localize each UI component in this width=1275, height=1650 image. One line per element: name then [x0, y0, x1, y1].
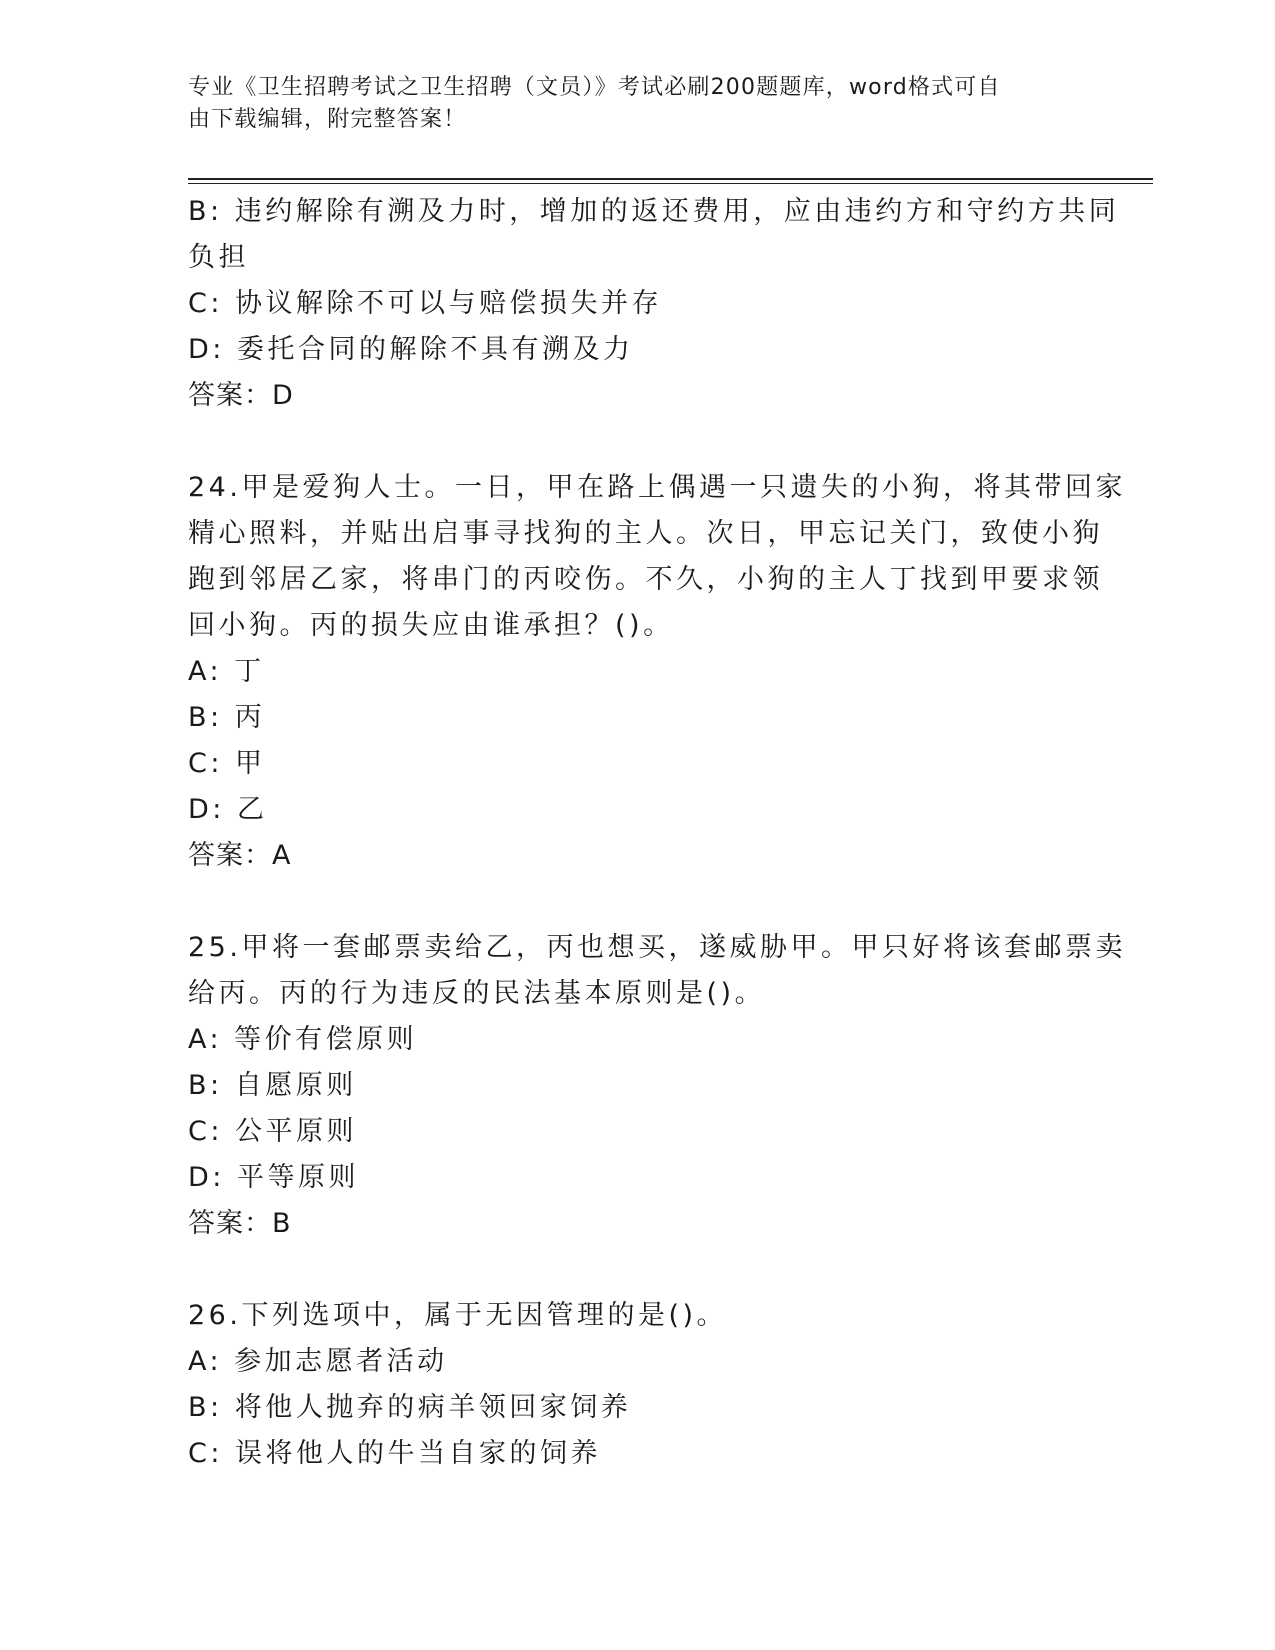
question-23	[188, 189, 1120, 419]
option-c: C: 公平原则	[188, 1116, 358, 1147]
question-stem-line: 回小狗。丙的损失应由谁承担？()。	[188, 610, 674, 641]
question-26	[188, 1293, 1088, 1477]
option-c: C: 协议解除不可以与赔偿损失并存	[188, 288, 663, 319]
question-stem-line: 精心照料，并贴出启事寻找狗的主人。次日，甲忘记关门，致使小狗	[188, 518, 1103, 549]
option-a: A: 丁	[188, 656, 265, 687]
option-b-line-2: 负担	[188, 242, 249, 273]
option-a: A: 等价有偿原则	[188, 1024, 418, 1055]
option-b: B: 丙	[188, 702, 266, 733]
answer-label: 答案：B	[188, 1208, 292, 1239]
option-d: D: 乙	[188, 794, 268, 825]
question-25	[188, 925, 1126, 1247]
option-b: B: 自愿原则	[188, 1070, 357, 1101]
option-b: B: 将他人抛弃的病羊领回家饲养	[188, 1392, 632, 1423]
question-stem-line: 跑到邻居乙家，将串门的丙咬伤。不久，小狗的主人丁找到甲要求领	[188, 564, 1103, 595]
option-a: A: 参加志愿者活动	[188, 1346, 448, 1377]
question-spacer	[188, 1247, 1088, 1293]
option-c: C: 误将他人的牛当自家的饲养	[188, 1438, 602, 1469]
question-24	[188, 465, 1126, 879]
question-content	[188, 189, 1126, 1477]
page-header	[188, 72, 1068, 136]
option-c: C: 甲	[188, 748, 266, 779]
question-stem-line: 25.甲将一套邮票卖给乙，丙也想买，遂威胁甲。甲只好将该套邮票卖	[188, 932, 1126, 963]
question-spacer	[188, 879, 1088, 925]
header-rule-thin	[188, 183, 1153, 184]
option-b-line-1: B: 违约解除有溯及力时，增加的返还费用，应由违约方和守约方共同	[188, 196, 1120, 227]
question-stem-line: 给丙。丙的行为违反的民法基本原则是()。	[188, 978, 766, 1009]
option-d: D: 委托合同的解除不具有溯及力	[188, 334, 634, 365]
header-line-1: 专业《卫生招聘考试之卫生招聘（文员）》考试必刷200题题库，word格式可自	[188, 75, 1001, 100]
question-stem-line: 24.甲是爱狗人士。一日，甲在路上偶遇一只遗失的小狗，将其带回家	[188, 472, 1126, 503]
header-line-2: 由下载编辑，附完整答案！	[188, 107, 467, 132]
answer-label: 答案：D	[188, 380, 294, 411]
answer-label: 答案：A	[188, 840, 292, 871]
header-rule-thick	[188, 178, 1153, 180]
question-stem-line: 26.下列选项中，属于无因管理的是()。	[188, 1300, 728, 1331]
option-d: D: 平等原则	[188, 1162, 359, 1193]
question-spacer	[188, 419, 1088, 465]
